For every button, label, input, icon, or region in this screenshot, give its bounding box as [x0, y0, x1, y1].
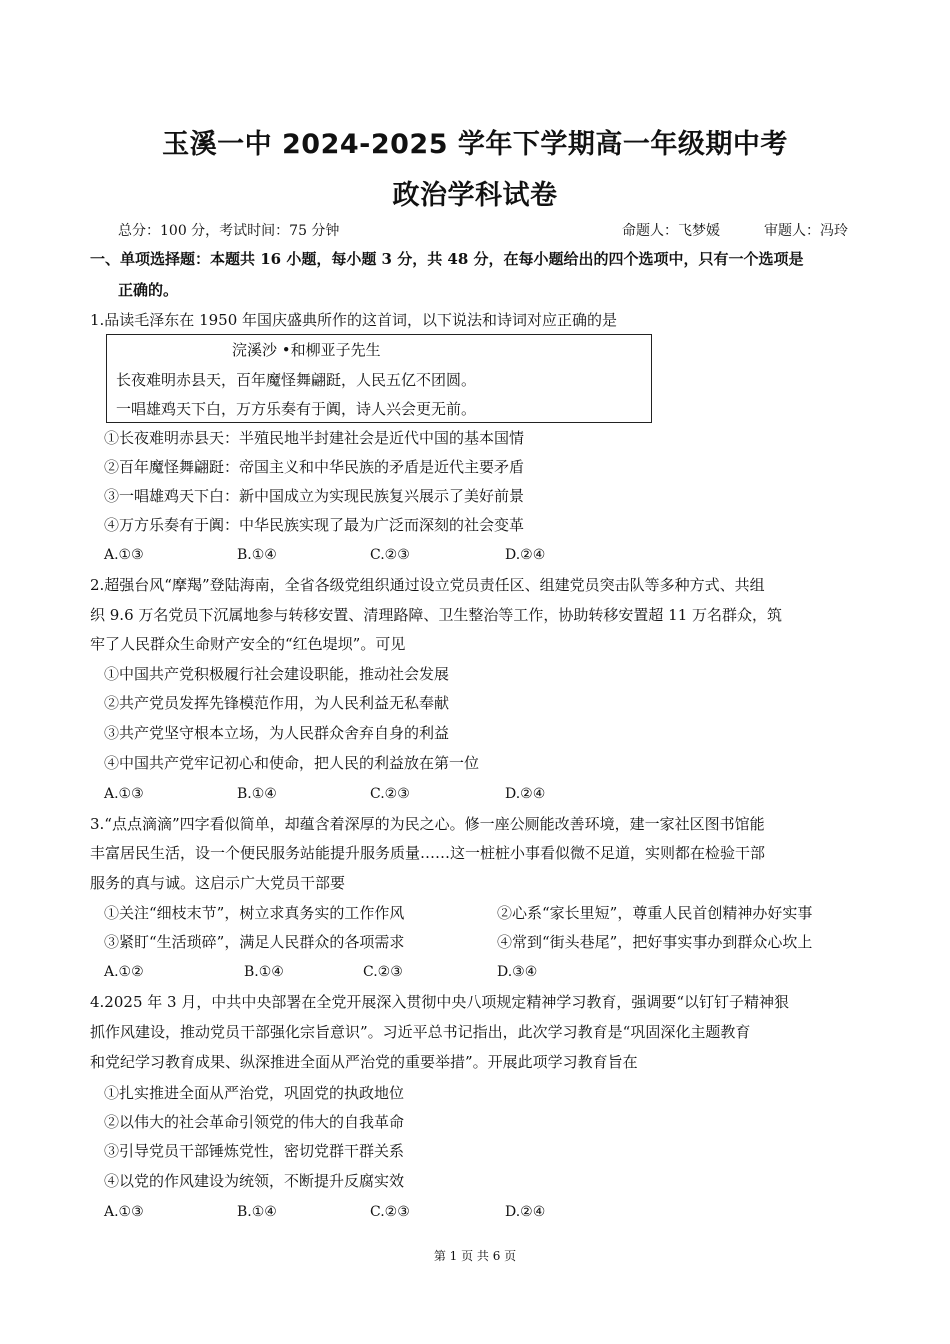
q1-item: ②百年魔怪舞翩跹：帝国主义和中华民族的矛盾是近代主要矛盾 [104, 458, 525, 476]
q1-option-c: C.②③ [370, 547, 410, 563]
q4-option-b: B.①④ [237, 1204, 277, 1220]
q1-item: ④万方乐奏有于阗：中华民族实现了最为广泛而深刻的社会变革 [104, 516, 525, 534]
q3-stem: 服务的真与诚。这启示广大党员干部要 [90, 874, 346, 892]
section-heading: 一、单项选择题：本题共 16 小题，每小题 3 分，共 48 分，在每小题给出的四个选项中，只有一个选项是 [90, 250, 804, 268]
q3-item: ③紧盯“生活琐碎”，满足人民群众的各项需求 [104, 933, 405, 951]
section-heading-cont: 正确的。 [118, 281, 179, 299]
q2-option-a: A.①③ [104, 786, 144, 802]
q2-option-c: C.②③ [370, 786, 410, 802]
exam-title: 玉溪一中 2024-2025 学年下学期高一年级期中考 [162, 129, 788, 160]
q3-stem: 丰富居民生活，设一个便民服务站能提升服务质量……这一桩桩小事看似微不足道，实则都在检验干部 [90, 844, 766, 862]
poem-title: 浣溪沙 •和柳亚子先生 [232, 341, 381, 359]
q4-item: ④以党的作风建设为统领，不断提升反腐实效 [104, 1172, 405, 1190]
q2-item: ①中国共产党积极履行社会建设职能，推动社会发展 [104, 665, 450, 683]
q3-item: ①关注“细枝末节”，树立求真务实的工作作风 [104, 904, 405, 922]
q4-option-d: D.②④ [505, 1204, 546, 1220]
q2-stem: 牢了人民群众生命财产安全的“红色堤坝”。可见 [90, 635, 406, 653]
q1-item: ③一唱雄鸡天下白：新中国成立为实现民族复兴展示了美好前景 [104, 487, 525, 505]
q2-item: ③共产党坚守根本立场，为人民群众舍弃自身的利益 [104, 724, 450, 742]
q4-stem: 4.2025 年 3 月，中共中央部署在全党开展深入贯彻中央八项规定精神学习教育，强调要“以钉钉子精神狠 [90, 993, 790, 1011]
q4-item: ③引导党员干部锤炼党性，密切党群干群关系 [104, 1142, 405, 1160]
q2-option-b: B.①④ [237, 786, 277, 802]
exam-reviewer: 审题人：冯玲 [764, 223, 848, 239]
page-footer: 第 1 页 共 6 页 [433, 1249, 517, 1263]
q4-item: ②以伟大的社会革命引领党的伟大的自我革命 [104, 1113, 405, 1131]
q4-stem: 和党纪学习教育成果、纵深推进全面从严治党的重要举措”。开展此项学习教育旨在 [90, 1053, 638, 1071]
q3-option-a: A.①② [104, 964, 144, 980]
exam-subtitle: 政治学科试卷 [392, 180, 558, 211]
q4-option-a: A.①③ [104, 1204, 144, 1220]
exam-setter: 命题人：飞梦媛 [622, 223, 720, 239]
q2-stem: 织 9.6 万名党员下沉属地参与转移安置、清理路障、卫生整治等工作，协助转移安置超 11 万名群众，筑 [90, 606, 783, 624]
q1-stem: 1.品读毛泽东在 1950 年国庆盛典所作的这首词，以下说法和诗词对应正确的是 [90, 311, 618, 329]
q1-option-a: A.①③ [104, 547, 144, 563]
q4-item: ①扎实推进全面从严治党，巩固党的执政地位 [104, 1084, 405, 1102]
q2-option-d: D.②④ [505, 786, 546, 802]
q2-item: ②共产党员发挥先锋模范作用，为人民利益无私奉献 [104, 694, 450, 712]
q2-stem: 2.超强台风“摩羯”登陆海南，全省各级党组织通过设立党员责任区、组建党员突击队等多种方式、共组 [90, 576, 765, 594]
q1-option-b: B.①④ [237, 547, 277, 563]
q1-option-d: D.②④ [505, 547, 546, 563]
q4-stem: 抓作风建设，推动党员干部强化宗旨意识”。习近平总书记指出，此次学习教育是“巩固深化主题教育 [90, 1023, 751, 1041]
q3-item: ②心系“家长里短”，尊重人民首创精神办好实事 [497, 904, 813, 922]
q4-option-c: C.②③ [370, 1204, 410, 1220]
q1-item: ①长夜难明赤县天：半殖民地半封建社会是近代中国的基本国情 [104, 429, 525, 447]
q3-option-b: B.①④ [244, 964, 284, 980]
poem-line: 一唱雄鸡天下白，万方乐奏有于阗，诗人兴会更无前。 [116, 400, 477, 418]
q3-option-d: D.③④ [497, 964, 538, 980]
exam-info: 总分：100 分，考试时间：75 分钟 [118, 223, 340, 239]
q3-item: ④常到“街头巷尾”，把好事实事办到群众心坎上 [497, 933, 813, 951]
q2-item: ④中国共产党牢记初心和使命，把人民的利益放在第一位 [104, 754, 480, 772]
q3-option-c: C.②③ [363, 964, 403, 980]
poem-line: 长夜难明赤县天，百年魔怪舞翩跹，人民五亿不团圆。 [116, 371, 477, 389]
q3-stem: 3.“点点滴滴”四字看似简单，却蕴含着深厚的为民之心。修一座公厕能改善环境，建一家社区图书馆能 [90, 815, 765, 833]
